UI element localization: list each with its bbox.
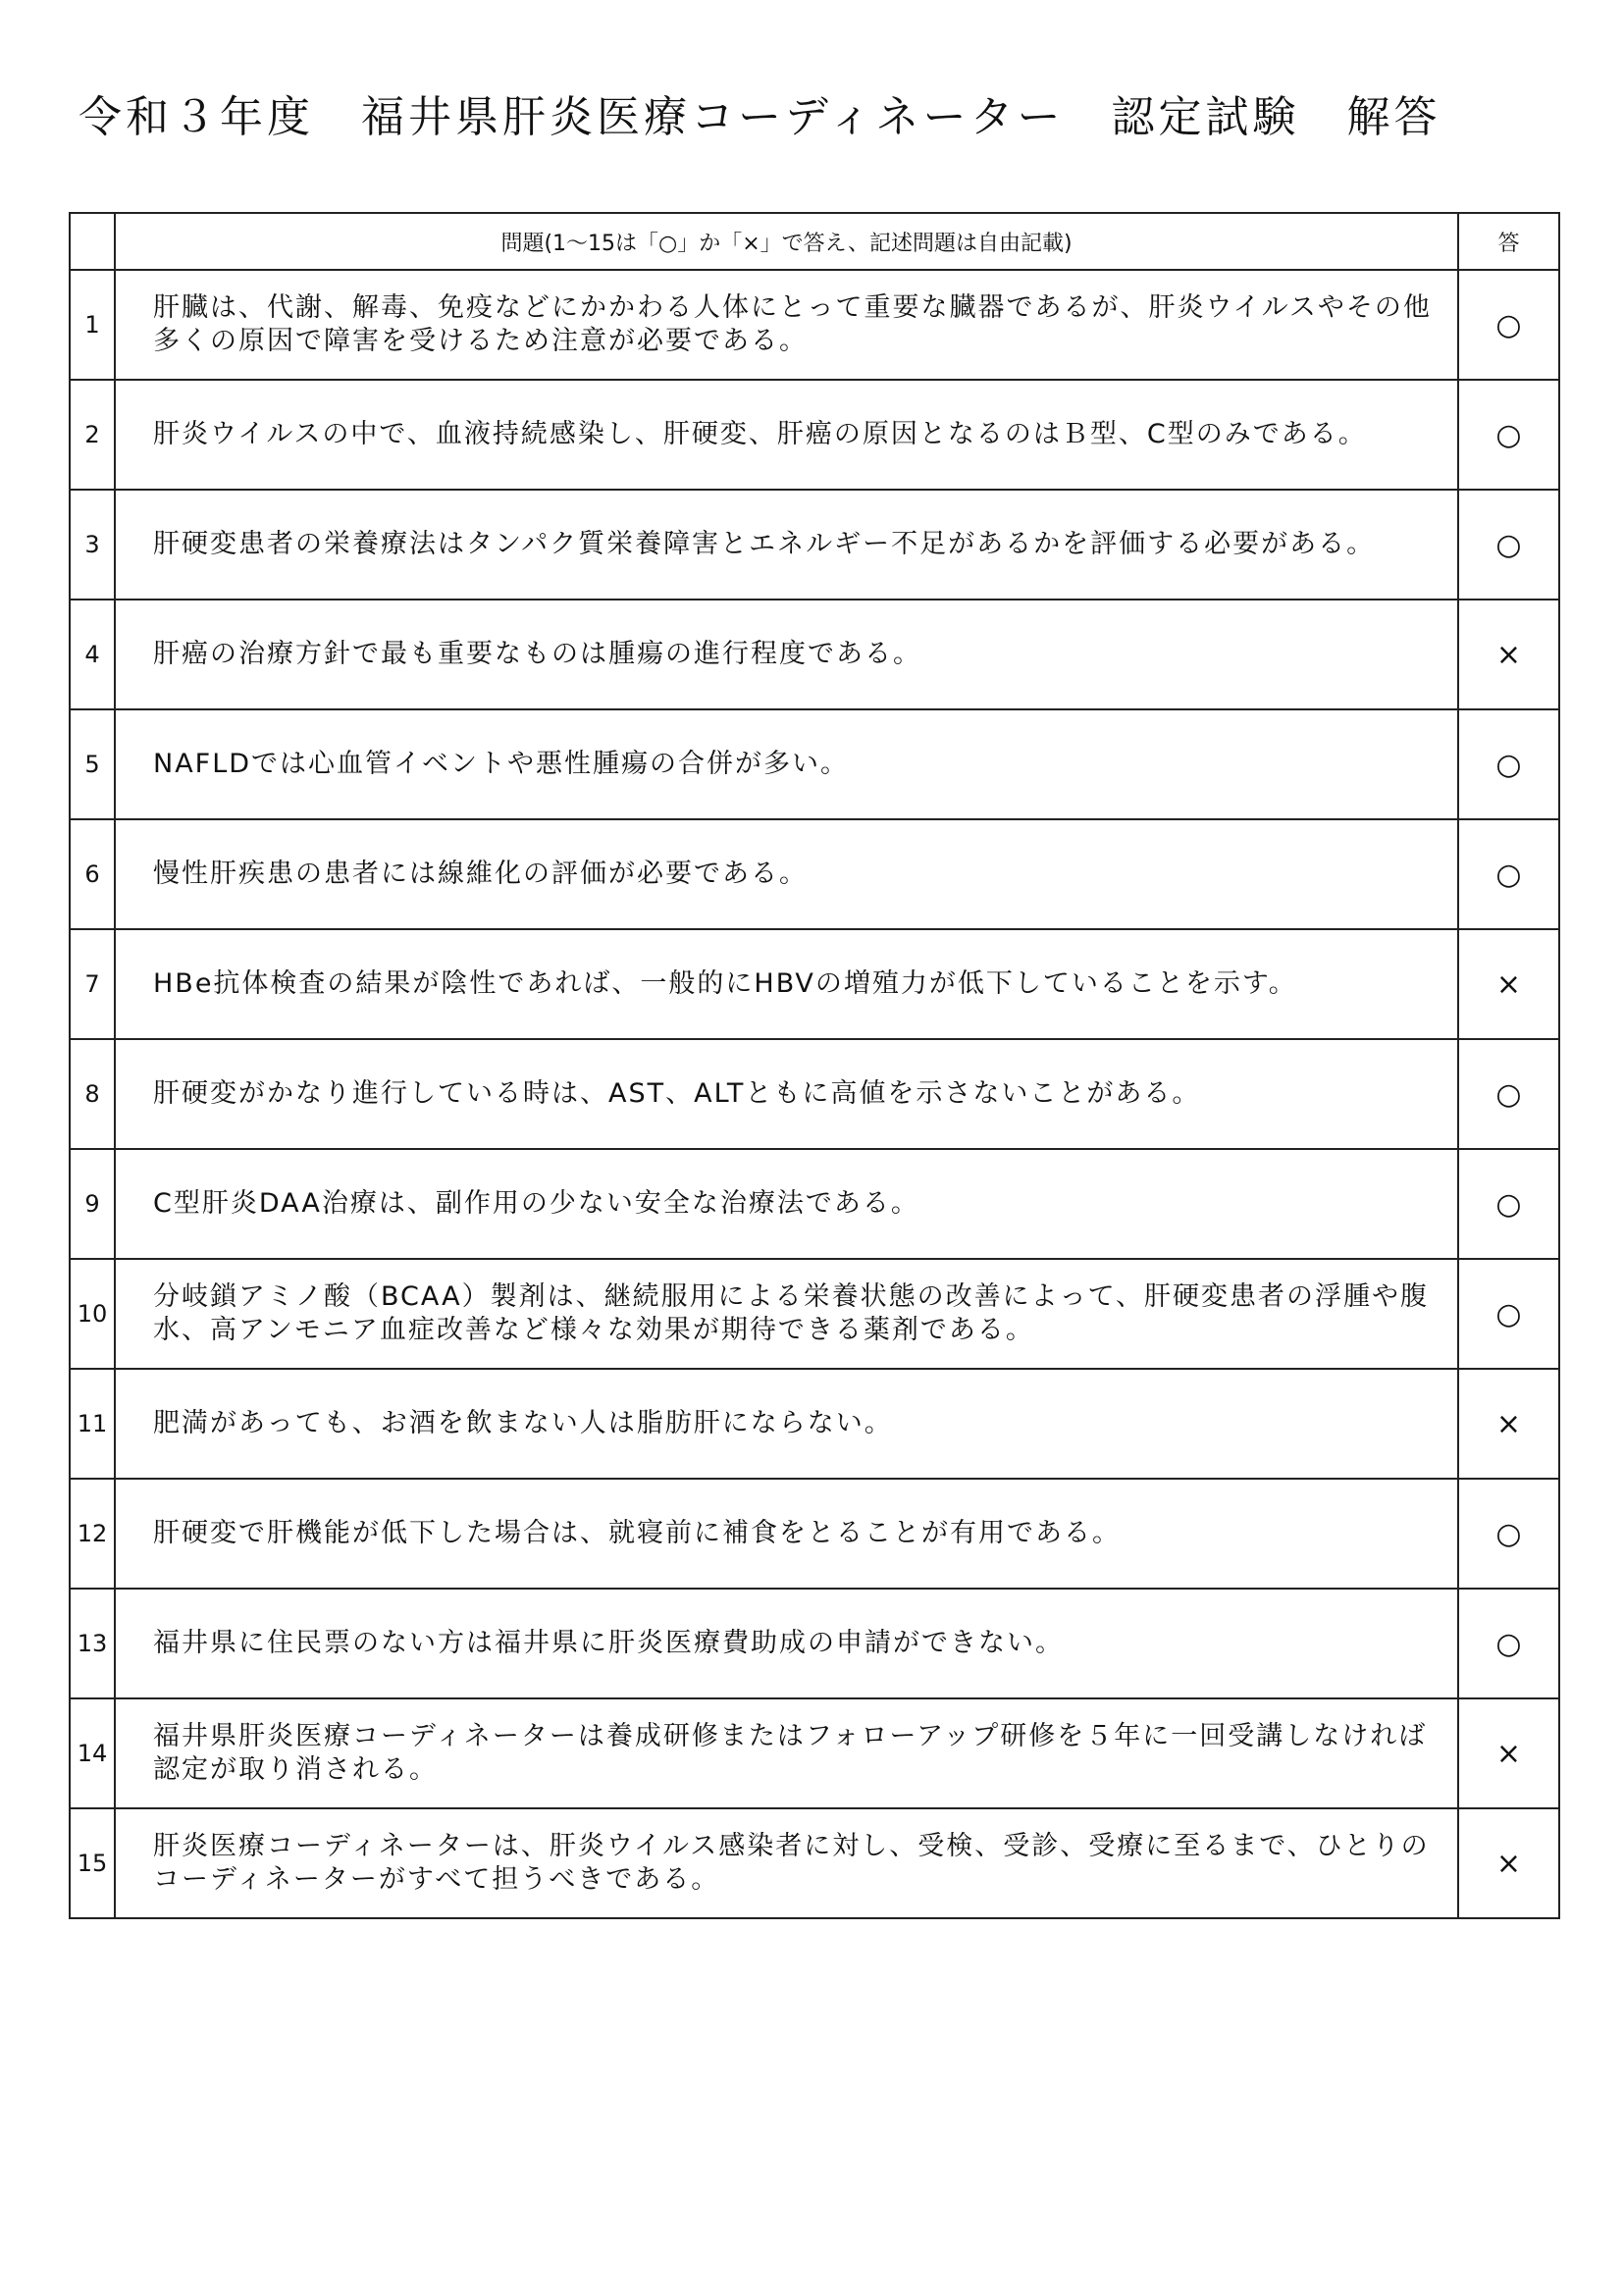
answer-mark: ○ [1458, 1589, 1559, 1698]
question-text: 肝硬変患者の栄養療法はタンパク質栄養障害とエネルギー不足があるかを評価する必要がある。 [115, 490, 1458, 600]
answer-mark: ○ [1458, 819, 1559, 929]
question-number: 15 [70, 1808, 115, 1918]
answer-mark: ○ [1458, 1149, 1559, 1259]
question-text: HBe抗体検査の結果が陰性であれば、一般的にHBVの増殖力が低下していることを示す。 [115, 929, 1458, 1039]
question-text: 分岐鎖アミノ酸（BCAA）製剤は、継続服用による栄養状態の改善によって、肝硬変患者の浮腫や腹水、高アンモニア血症改善など様々な効果が期待できる薬剤である。 [115, 1259, 1458, 1369]
question-number: 10 [70, 1259, 115, 1369]
table-row [70, 1808, 1559, 1918]
question-number: 11 [70, 1369, 115, 1479]
answer-mark: ○ [1458, 380, 1559, 490]
table-row [70, 819, 1559, 929]
question-text: 福井県に住民票のない方は福井県に肝炎医療費助成の申請ができない。 [115, 1589, 1458, 1698]
question-text: 肝硬変で肝機能が低下した場合は、就寝前に補食をとることが有用である。 [115, 1479, 1458, 1589]
table-header-row [70, 213, 1559, 270]
answer-mark: ○ [1458, 709, 1559, 819]
table-body [70, 270, 1559, 1918]
header-number [70, 213, 115, 270]
answer-mark: × [1458, 1698, 1559, 1808]
page-title: 令和３年度 福井県肝炎医療コーディネーター 認定試験 解答 [79, 92, 1441, 142]
table-row [70, 490, 1559, 600]
question-text: 肝癌の治療方針で最も重要なものは腫瘍の進行程度である。 [115, 600, 1458, 709]
table-row [70, 1039, 1559, 1149]
question-text: 福井県肝炎医療コーディネーターは養成研修またはフォローアップ研修を５年に一回受講しなければ認定が取り消される。 [115, 1698, 1458, 1808]
table-row [70, 270, 1559, 380]
answer-mark: ○ [1458, 1259, 1559, 1369]
question-text: 肝炎医療コーディネーターは、肝炎ウイルス感染者に対し、受検、受診、受療に至るまで、ひとりのコーディネーターがすべて担うべきである。 [115, 1808, 1458, 1918]
table-row [70, 1479, 1559, 1589]
answer-mark: × [1458, 600, 1559, 709]
question-number: 5 [70, 709, 115, 819]
question-number: 2 [70, 380, 115, 490]
answer-mark: ○ [1458, 270, 1559, 380]
table-row [70, 1589, 1559, 1698]
question-number: 1 [70, 270, 115, 380]
table-row [70, 1259, 1559, 1369]
question-number: 8 [70, 1039, 115, 1149]
header-question: 問題(1～15は「○」か「×」で答え、記述問題は自由記載) [115, 213, 1458, 270]
answer-mark: ○ [1458, 1479, 1559, 1589]
question-text: 慢性肝疾患の患者には線維化の評価が必要である。 [115, 819, 1458, 929]
table-row [70, 1149, 1559, 1259]
answer-mark: × [1458, 1808, 1559, 1918]
table-row [70, 1369, 1559, 1479]
table-row [70, 1698, 1559, 1808]
answer-mark: ○ [1458, 490, 1559, 600]
question-text: 肝臓は、代謝、解毒、免疫などにかかわる人体にとって重要な臓器であるが、肝炎ウイルスやその他多くの原因で障害を受けるため注意が必要である。 [115, 270, 1458, 380]
question-number: 3 [70, 490, 115, 600]
table-row [70, 380, 1559, 490]
question-number: 13 [70, 1589, 115, 1698]
question-number: 6 [70, 819, 115, 929]
question-text: C型肝炎DAA治療は、副作用の少ない安全な治療法である。 [115, 1149, 1458, 1259]
answer-mark: ○ [1458, 1039, 1559, 1149]
answer-mark: × [1458, 929, 1559, 1039]
question-text: 肝炎ウイルスの中で、血液持続感染し、肝硬変、肝癌の原因となるのはＢ型、C型のみである。 [115, 380, 1458, 490]
question-number: 12 [70, 1479, 115, 1589]
question-number: 7 [70, 929, 115, 1039]
question-number: 14 [70, 1698, 115, 1808]
question-text: NAFLDでは心血管イベントや悪性腫瘍の合併が多い。 [115, 709, 1458, 819]
header-answer: 答 [1458, 213, 1559, 270]
question-text: 肝硬変がかなり進行している時は、AST、ALTともに高値を示さないことがある。 [115, 1039, 1458, 1149]
question-text: 肥満があっても、お酒を飲まない人は脂肪肝にならない。 [115, 1369, 1458, 1479]
table-row [70, 929, 1559, 1039]
answer-table [69, 212, 1560, 1919]
question-number: 4 [70, 600, 115, 709]
table-row [70, 600, 1559, 709]
table-row [70, 709, 1559, 819]
answer-mark: × [1458, 1369, 1559, 1479]
question-number: 9 [70, 1149, 115, 1259]
